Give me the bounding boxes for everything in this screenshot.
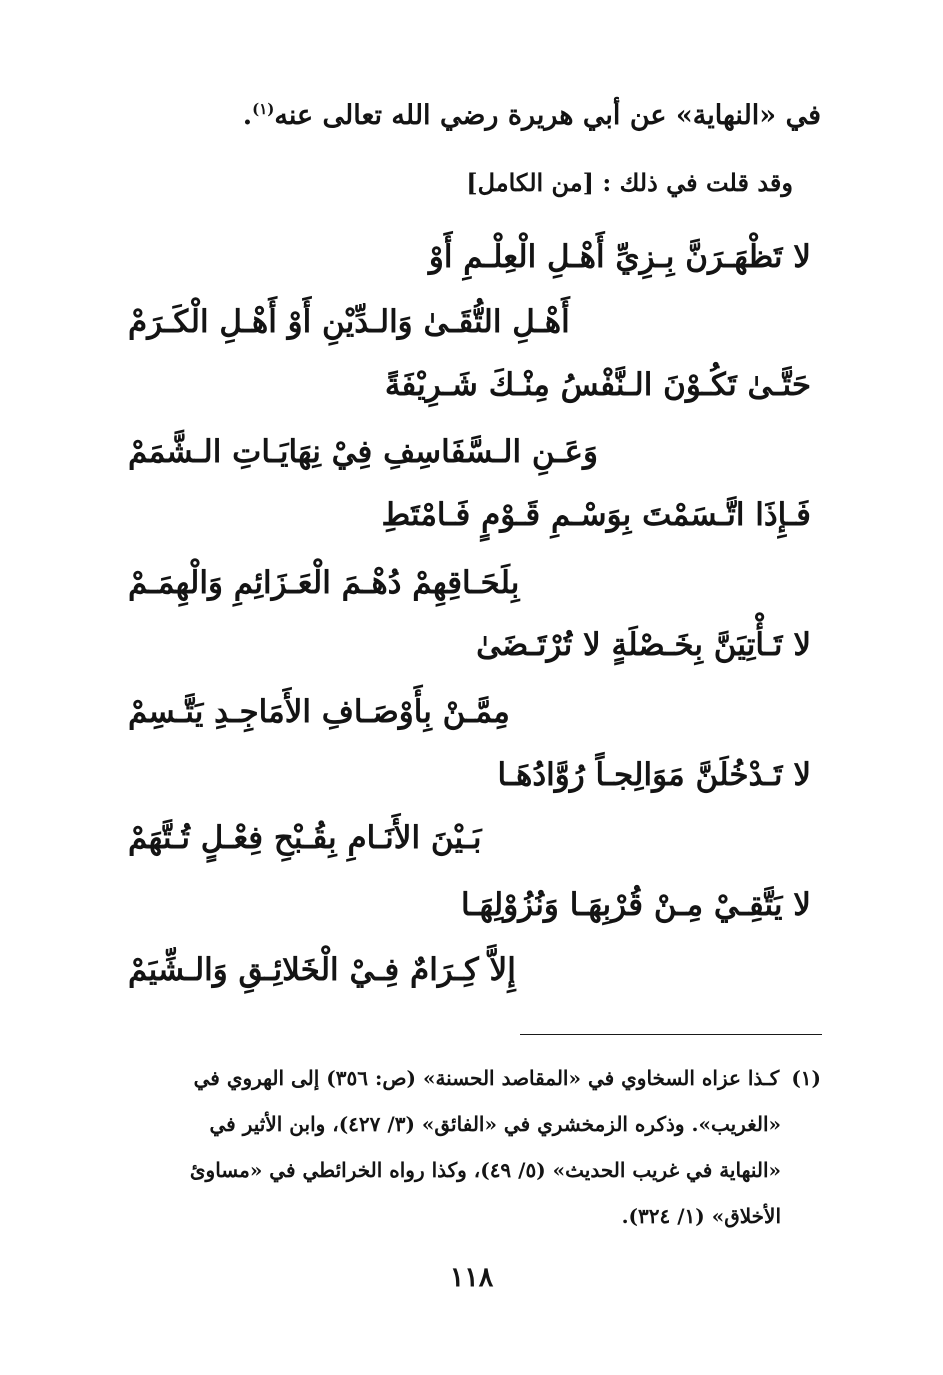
intro-text: في «النهاية» عن أبي هريرة رضي الله تعالى عنه (274, 100, 821, 131)
footnote-line-2: «الغريب». وذكره الزمخشري في «الفائق» (٣/ ٤٢٧)، وابن الأثير في (209, 1112, 781, 1136)
verse-4-second-hemistich: مِمَّـنْ بِأَوْصَـافِ الأَمَاجِـدِ يَتَّـسِمْ (128, 694, 510, 730)
footnote-line-1: (١)كـذا عزاه السخاوي في «المقاصد الحسنة» (ص: ٣٥٦) إلى الهروي في (121, 1055, 821, 1101)
page-number: ١١٨ (449, 1262, 494, 1293)
footnote-line-4: الأخلاق» (١/ ٣٢٤). (621, 1204, 781, 1228)
verse-3-first-hemistich: فَـإِذَا اتَّـسَمْتَ بِوَسْـمِ قَـوْمٍ فَـامْتَطِ (381, 497, 811, 533)
verse-3-second-hemistich: بِلَحَـاقِهِمْ دُهْـمَ الْعَـزَائِمِ وَالْهِمَـمْ (128, 565, 520, 601)
verse-2-first-hemistich: حَتَّـىٰ تَكُـوْنَ الـنَّفْسُ مِنْـكَ شَـرِيْفَةً (384, 367, 811, 403)
footnote (121, 1055, 821, 1239)
footnote-reference[interactable]: (١) (252, 100, 275, 118)
verse-1-first-hemistich: لا تَظْهَـرَنَّ بِـزِيِّ أَهْـلِ الْعِلْـمِ أَوْ (428, 239, 811, 275)
verse-2-second-hemistich: وَعَـنِ الـسَّفَاسِفِ فِيْ نِهَايَـاتِ الـشَّمَمْ (128, 434, 599, 470)
verse-5-second-hemistich: بَـيْنَ الأَنَـامِ بِقُـبْحِ فِعْـلٍ تُـتَّهَمْ (128, 820, 482, 856)
footnote-divider (520, 1034, 822, 1035)
footnote-line-3: «النهاية في غريب الحديث» (٥/ ٤٩)، وكذا رواه الخرائطي في «مساوئ (189, 1158, 781, 1182)
meter-introduction: وقد قلت في ذلك : [من الكامل] (466, 168, 793, 197)
verse-4-first-hemistich: لا تَـأْتِيَنَّ بِخَـصْلَةٍ لا تُرْتَـضَىٰ (476, 627, 811, 663)
verse-5-first-hemistich: لا تَـدْخُلَنَّ مَوَالِجـاً رُوَّادُهَـا (497, 757, 811, 793)
intro-end: . (242, 100, 253, 131)
verse-6-first-hemistich: لا يَتَّقِـيْ مِـنْ قُرْبِهَـا وَنُزُوْلِهَـا (460, 887, 811, 923)
verse-1-second-hemistich: أَهْـلِ التُّقَـىٰ وَالـدِّيْنِ أَوْ أَهْـلِ الْكَـرَمْ (128, 304, 570, 340)
footnote-marker: (١) (791, 1066, 821, 1090)
verse-6-second-hemistich: إِلاَّ كِـرَامٌ فِـيْ الْخَلائِـقِ وَالـشِّيَمْ (128, 952, 516, 988)
intro-paragraph (243, 100, 821, 131)
